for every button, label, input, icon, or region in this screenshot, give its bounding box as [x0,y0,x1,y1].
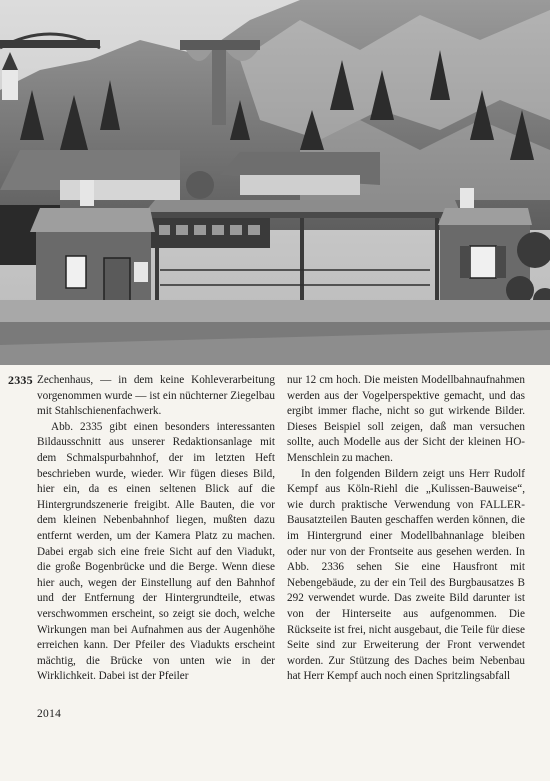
layout-photo [0,0,550,365]
paragraph: Abb. 2335 gibt einen besonders interessanten Bildausschnitt aus unserer Redaktionsanlage mit dem Schmalspurbahnhof, der im letzten Heft beschrieben wurde, wieder. Wir fügen dieses Bild, hier ein, da es einen seltenen Blick auf die Hintergrundszenerie freigibt. Alle Bauten, die vor dem kleinen Nebenbahnhof liegen, mußten dazu entfernt werden, um der Kamera Platz zu machen. Dabei ergab sich eine freie Sicht auf den Viadukt, die große Bogenbrücke und die Berge. Wenn diese hier auch, wegen der Einstellung auf den Bahnhof und der Entfernung der Hintergrundteile, etwas verschwommen erscheint, so zeigt sie doch, welche Wirkungen man bei Aufnahmen aus der Augenhöhe erreichen kann. Der Pfeiler des Viadukts erscheint mächtig, die Brücke von unten wie in der Wirklichkeit. Dabei ist der Pfeiler [37,420,275,683]
page-number: 2014 [37,708,62,720]
paragraph: Zechenhaus, — in dem keine Kohleverarbeitung vorgenommen wurde — ist ein nüchterner Ziegelbau mit Stahlschienenfachwerk. [37,374,275,418]
figure-number: 2335 [8,373,33,387]
photo-left-building [30,208,155,316]
text-column-right [287,373,525,685]
text-column-left [37,373,275,685]
paragraph: nur 12 cm hoch. Die meisten Modellbahnaufnahmen werden aus der Vogelperspektive gemacht, und das ergibt immer flache, nicht so gut wirkende Bilder. Dieses Beispiel soll zeigen, daß man versuchen sollte, auch Modelle aus der Sicht der kleinen HO-Menschlein zu machen. [287,374,525,464]
paragraph: In den folgenden Bildern zeigt uns Herr Rudolf Kempf aus Köln-Riehl die „Kulissen-Bauweise“, wie durch praktische Verwendung von FALLER-Bausatzteilen Bauten geschaffen werden können, die im Hintergrund einer Modellbahnanlage bleiben oder nur von der Frontseite aus gesehen werden. In Abb. 2336 sehen Sie eine Hausfront mit Nebengebäude, zu der ein Teil des Burgbausatzes B 292 verwendet wurde. Das zweite Bild darunter ist von der Hinterseite aus aufgenommen. Die Rückseite ist frei, nicht ausgebaut, die Teile für diese Seite sind zur Erweiterung der Front verwendet worden. Zur Stützung des Daches beim Nebenbau hat Herr Kempf auch noch einen Spritzlingsabfall [287,467,525,683]
